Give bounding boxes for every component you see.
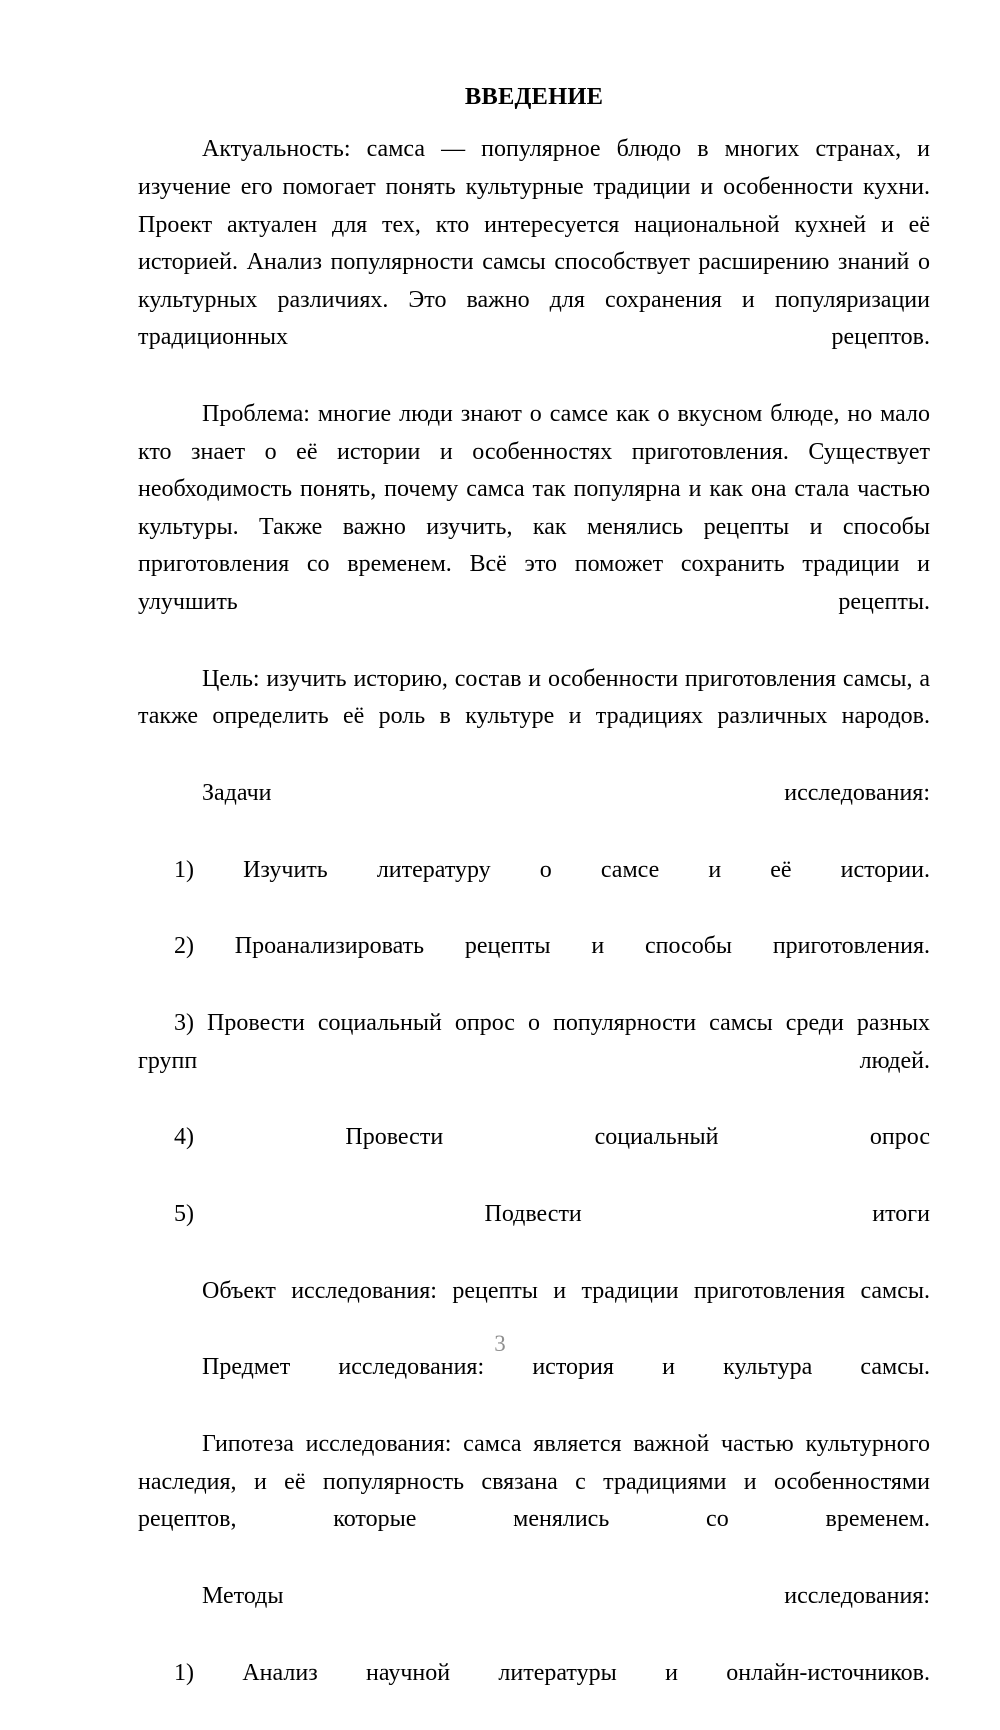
- paragraph-subject: Предмет исследования: история и культура самсы.: [202, 1354, 930, 1381]
- document-text-blocks: [138, 131, 930, 1729]
- page-number: 3: [494, 1331, 506, 1356]
- task-item-5: 5) Подвести итоги: [174, 1201, 930, 1228]
- task-item-3: 3) Провести социальный опрос о популярности самсы среди разных групп людей.: [138, 1010, 930, 1074]
- document-body: [138, 82, 930, 1730]
- method-item-1: 1) Анализ научной литературы и онлайн-источников.: [174, 1659, 930, 1686]
- heading-tasks: Задачи исследования:: [202, 779, 930, 806]
- paragraph-hypothesis: Гипотеза исследования: самса является важной частью культурного наследия, и её популярность связана с традициями и особенностями рецептов, которые менялись со временем.: [138, 1431, 930, 1533]
- heading-methods: Методы исследования:: [202, 1582, 930, 1609]
- task-item-2: 2) Проанализировать рецепты и способы приготовления.: [174, 933, 930, 960]
- paragraph-object: Объект исследования: рецепты и традиции приготовления самсы.: [202, 1277, 930, 1304]
- page-title: ВВЕДЕНИЕ: [464, 83, 604, 110]
- paragraph-goal: Цель: изучить историю, состав и особенности приготовления самсы, а также определить её роль в культуре и традициях различных народов.: [138, 665, 930, 730]
- paragraph-relevance: Актуальность: самса — популярное блюдо в многих странах, и изучение его помогает понять культурные традиции и особенности кухни. Проект актуален для тех, кто интересуется национальной кухней и её историей. Анализ популярности самсы способствует расширению знаний о культурных различиях. Это важно для сохранения и популяризации традиционных рецептов.: [138, 136, 930, 351]
- task-item-4: 4) Провести социальный опрос: [174, 1124, 930, 1151]
- paragraph-problem: Проблема: многие люди знают о самсе как о вкусном блюде, но мало кто знает о её истории и особенностях приготовления. Существует необходимость понять, почему самса так популярна и как она стала частью культуры. Также важно изучить, как менялись рецепты и способы приготовления со временем. Всё это поможет сохранить традиции и улучшить рецепты.: [138, 401, 930, 616]
- task-item-1: 1) Изучить литературу о самсе и её истории.: [174, 856, 930, 883]
